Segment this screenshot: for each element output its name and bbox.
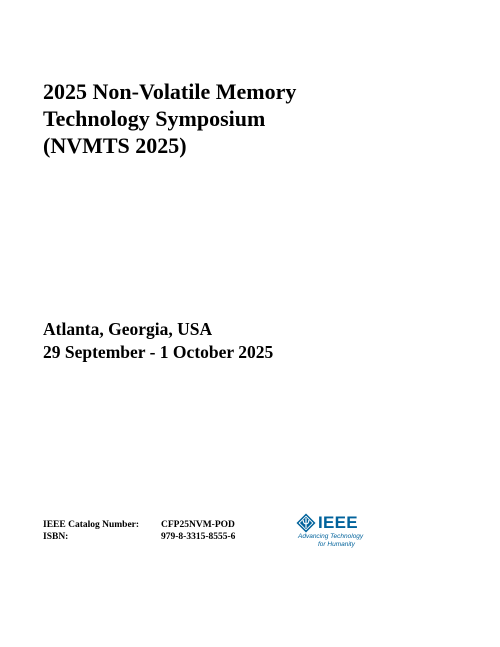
logo-top-row xyxy=(296,513,376,533)
conference-title xyxy=(43,78,463,159)
catalog-number-row xyxy=(43,519,271,531)
location-line: Atlanta, Georgia, USA xyxy=(43,319,213,339)
catalog-info xyxy=(43,519,271,543)
date-line: 29 September - 1 October 2025 xyxy=(43,342,274,362)
ieee-diamond-icon xyxy=(296,513,316,533)
isbn-value: 979-8-3315-8555-6 xyxy=(161,532,236,542)
logo-tagline-2: for Humanity xyxy=(318,541,355,548)
title-line-1: 2025 Non-Volatile Memory xyxy=(43,79,297,104)
title-line-2: Technology Symposium xyxy=(43,106,266,131)
catalog-number-value: CFP25NVM-POD xyxy=(161,520,235,530)
ieee-wordmark: IEEE xyxy=(318,513,358,532)
catalog-number-label: IEEE Catalog Number: xyxy=(43,520,140,530)
isbn-label: ISBN: xyxy=(43,532,69,542)
logo-tagline-1: Advancing Technology xyxy=(298,533,364,540)
title-line-3: (NVMTS 2025) xyxy=(43,133,187,158)
isbn-row xyxy=(43,531,271,543)
ieee-logo xyxy=(296,513,376,553)
location-date-block xyxy=(43,318,463,364)
